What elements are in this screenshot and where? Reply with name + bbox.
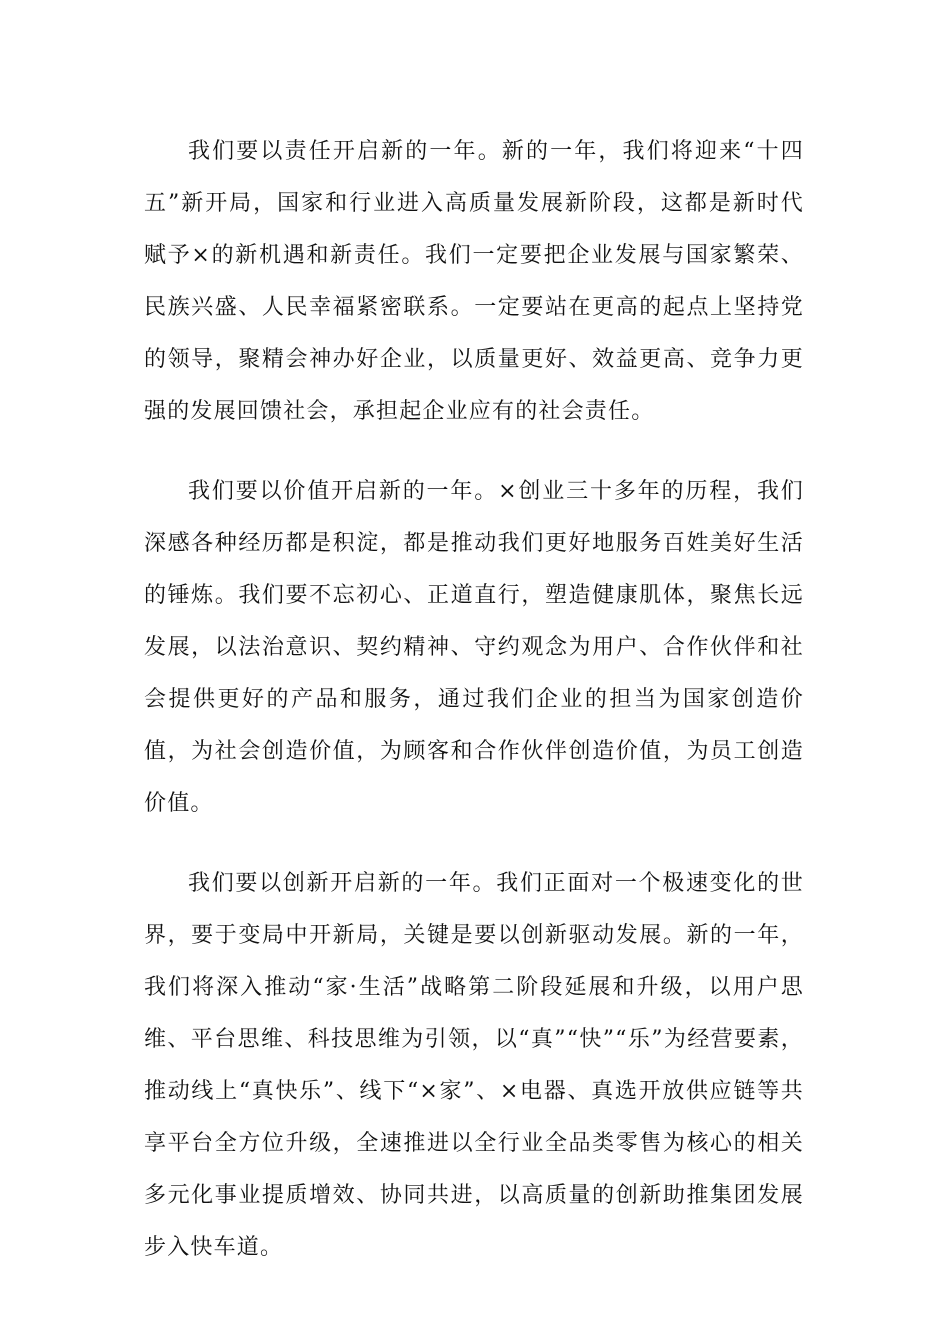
paragraph-value: 我们要以价值开启新的一年。×创业三十多年的历程，我们深感各种经历都是积淀，都是推动我们更好地服务百姓美好生活的锤炼。我们要不忘初心、正道直行，塑造健康肌体，聚焦长远发展，以法治意识、契约精神、守约观念为用户、合作伙伴和社会提供更好的产品和服务，通过我们企业的担当为国家创造价值，为社会创造价值，为顾客和合作伙伴创造价值，为员工创造价值。 [144, 479, 804, 816]
paragraph-responsibility: 我们要以责任开启新的一年。新的一年，我们将迎来“十四五”新开局，国家和行业进入高质量发展新阶段，这都是新时代赋予×的新机遇和新责任。我们一定要把企业发展与国家繁荣、民族兴盛、人民幸福紧密联系。一定要站在更高的起点上坚持党的领导，聚精会神办好企业，以质量更好、效益更高、竞争力更强的发展回馈社会，承担起企业应有的社会责任。 [144, 139, 804, 424]
paragraph-innovation: 我们要以创新开启新的一年。我们正面对一个极速变化的世界，要于变局中开新局，关键是要以创新驱动发展。新的一年，我们将深入推动“家·生活”战略第二阶段延展和升级，以用户思维、平台思维、科技思维为引领，以“真”“快”“乐”为经营要素，推动线上“真快乐”、线下“×家”、×电器、真选开放供应链等共享平台全方位升级，全速推进以全行业全品类零售为核心的相关多元化事业提质增效、协同共进，以高质量的创新助推集团发展步入快车道。 [144, 871, 804, 1260]
document-body [144, 126, 804, 1274]
